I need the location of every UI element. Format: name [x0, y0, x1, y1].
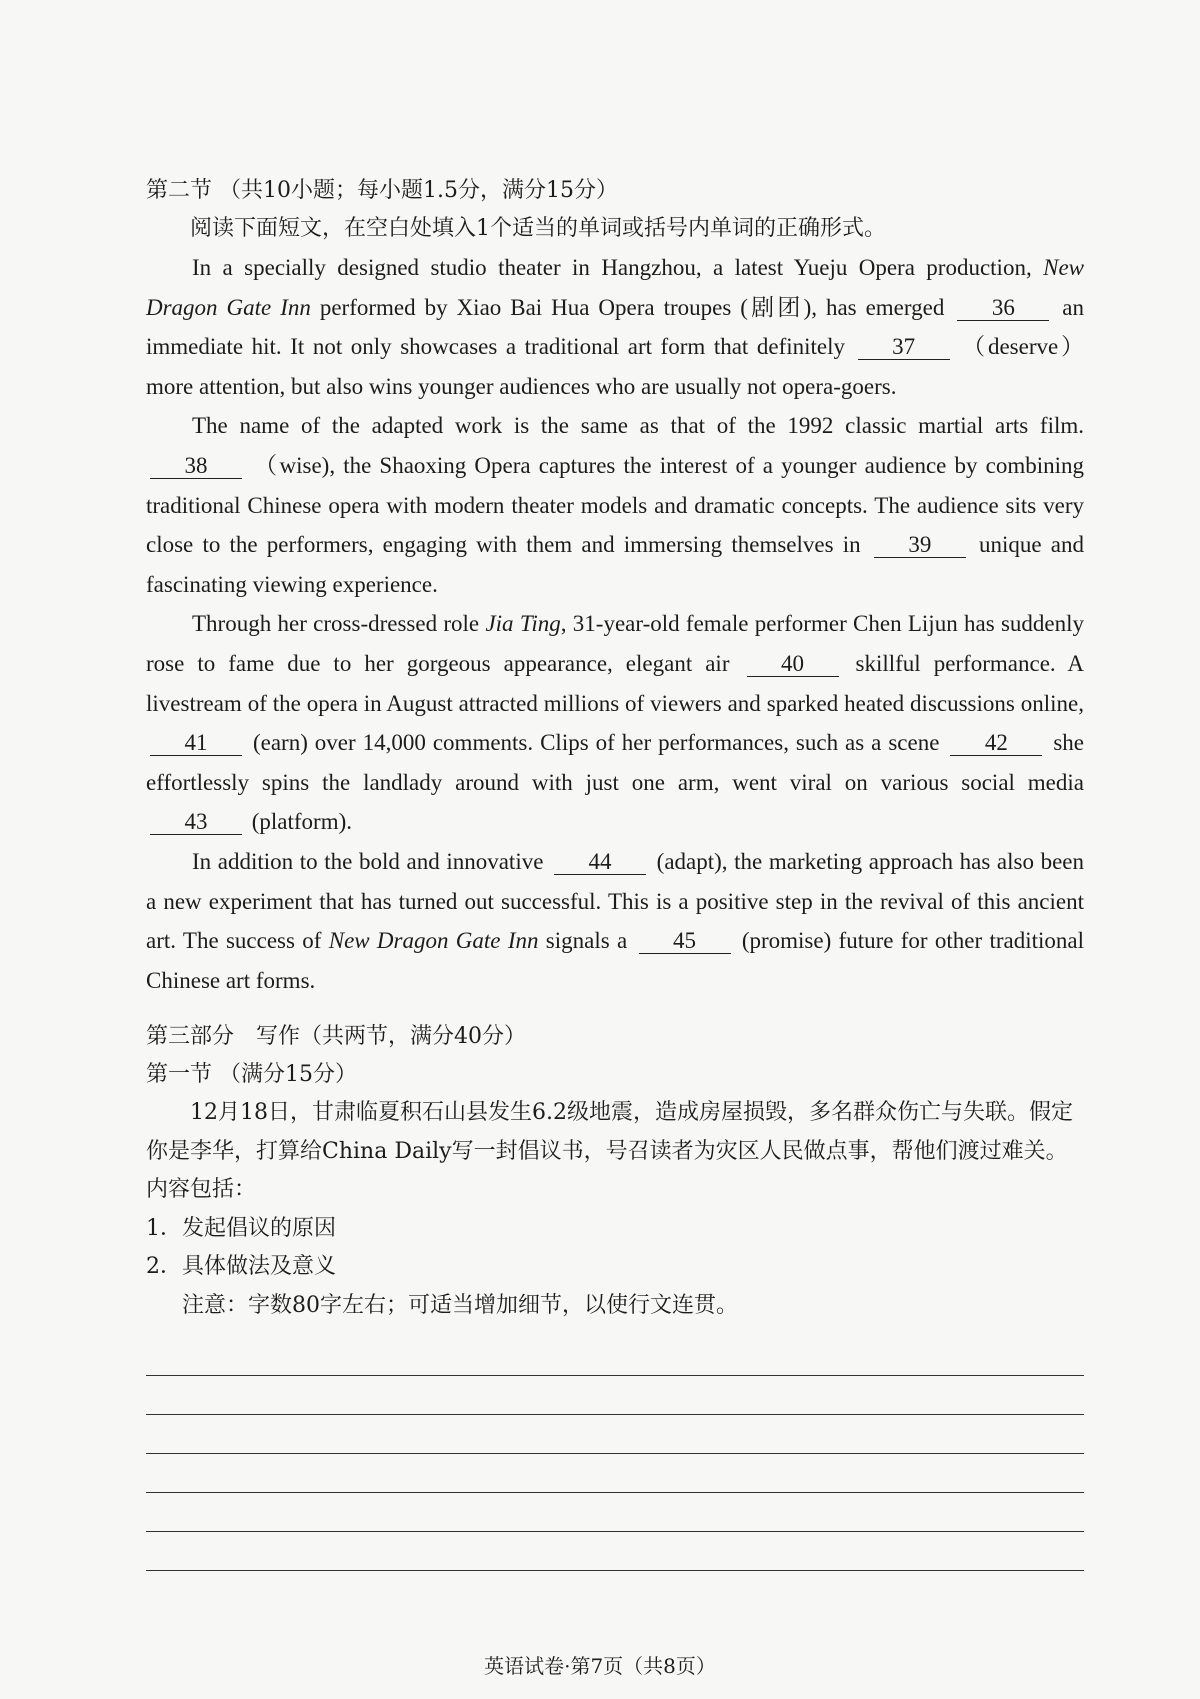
text-run: she effortlessly spins the landlady around with just one arm, went viral on various social media	[146, 730, 1084, 795]
role-name: Jia Ting	[485, 611, 561, 637]
requirement-item-1: 1．发起倡议的原因	[146, 1215, 336, 1241]
text-run: The name of the adapted work is the same as that of the 1992 classic martial arts film.	[192, 413, 1084, 439]
spacer	[146, 1000, 1084, 1018]
text-run: In addition to the bold and innovative	[192, 848, 551, 874]
text-run: (promise) future for other traditional Chinese art forms.	[146, 928, 1084, 993]
text-run: In a specially designed studio theater in Hangzhou, a latest Yueju Opera production,	[192, 255, 1044, 280]
answer-line[interactable]	[146, 1415, 1084, 1454]
answer-line[interactable]	[146, 1532, 1084, 1571]
blank-36[interactable]: 36	[957, 296, 1049, 321]
blank-42[interactable]: 42	[950, 731, 1042, 756]
text-run: performed by Xiao Bai Hua Opera troupes (剧团), has emerged	[310, 294, 954, 320]
blank-43[interactable]: 43	[150, 810, 242, 835]
blank-40[interactable]: 40	[747, 652, 839, 677]
answer-line[interactable]	[146, 1454, 1084, 1493]
writing-note: 注意：字数80字左右；可适当增加细节，以使行文连贯。	[182, 1292, 738, 1318]
part3-heading: 第三部分 写作（共两节，满分40分）	[146, 1024, 526, 1050]
answer-lines[interactable]	[146, 1337, 1084, 1571]
work-title: New Dragon Gate Inn	[146, 255, 1084, 320]
blank-39[interactable]: 39	[874, 533, 966, 558]
writing-prompt: 12月18日，甘肃临夏积石山县发生6.2级地震，造成房屋损毁，多名群众伤亡与失联。假定你是李华，打算给China Daily写一封倡议书，号召读者为灾区人民做点事，帮他们渡过难关。内容包括：	[146, 1100, 1073, 1203]
answer-line[interactable]	[146, 1337, 1084, 1376]
text-run: (adapt), the marketing approach has also been a new experiment that has turned out successful. This is a positive step in the revival of this ancient art. The success of	[146, 848, 1084, 954]
text-run: Through her cross-dressed role	[192, 611, 486, 637]
blank-44[interactable]: 44	[554, 850, 646, 875]
text-run: skillful performance. A livestream of the opera in August attracted millions of viewers and sparked heated discussions online,	[146, 650, 1084, 716]
text-run: , 31-year-old female performer Chen Lijun has suddenly rose to fame due to her gorgeous appearance, elegant air	[146, 611, 1084, 676]
blank-37[interactable]: 37	[858, 335, 950, 360]
blank-45[interactable]: 45	[639, 929, 731, 954]
work-title: New Dragon Gate Inn	[328, 928, 539, 954]
text-run: （deserve） more attention, but also wins younger audiences who are usually not opera-goers.	[146, 334, 1084, 399]
text-run: （wise), the Shaoxing Opera captures the interest of a younger audience by combining traditional Chinese opera with modern theater models and dramatic concepts. The audience sits very close to the performers, engaging with them and immersing themselves in	[146, 452, 1084, 558]
section2-instruction: 阅读下面短文，在空白处填入1个适当的单词或括号内单词的正确形式。	[190, 216, 886, 241]
passage-paragraph-1	[146, 248, 1084, 406]
part3-sub-heading: 第一节 （满分15分）	[146, 1062, 357, 1088]
text-run: unique and fascinating viewing experience.	[146, 532, 1084, 597]
answer-line[interactable]	[146, 1376, 1084, 1415]
page-content	[146, 172, 1084, 1571]
blank-41[interactable]: 41	[150, 731, 242, 756]
page-footer: 英语试卷·第7页（共8页）	[484, 1654, 716, 1678]
answer-line[interactable]	[146, 1493, 1084, 1532]
text-run: (earn) over 14,000 comments. Clips of her performances, such as a scene	[246, 730, 947, 756]
passage-paragraph-3	[146, 604, 1084, 842]
section2-heading: 第二节 （共10小题；每小题1.5分，满分15分）	[146, 178, 618, 203]
passage-paragraph-4	[146, 842, 1084, 1000]
blank-38[interactable]: 38	[150, 454, 242, 479]
text-run: an immediate hit. It not only showcases a traditional art form that definitely	[146, 294, 1084, 360]
requirement-item-2: 2．具体做法及意义	[146, 1254, 336, 1280]
text-run: (platform).	[246, 809, 353, 835]
passage-paragraph-2	[146, 406, 1084, 604]
text-run: signals a	[538, 928, 635, 954]
